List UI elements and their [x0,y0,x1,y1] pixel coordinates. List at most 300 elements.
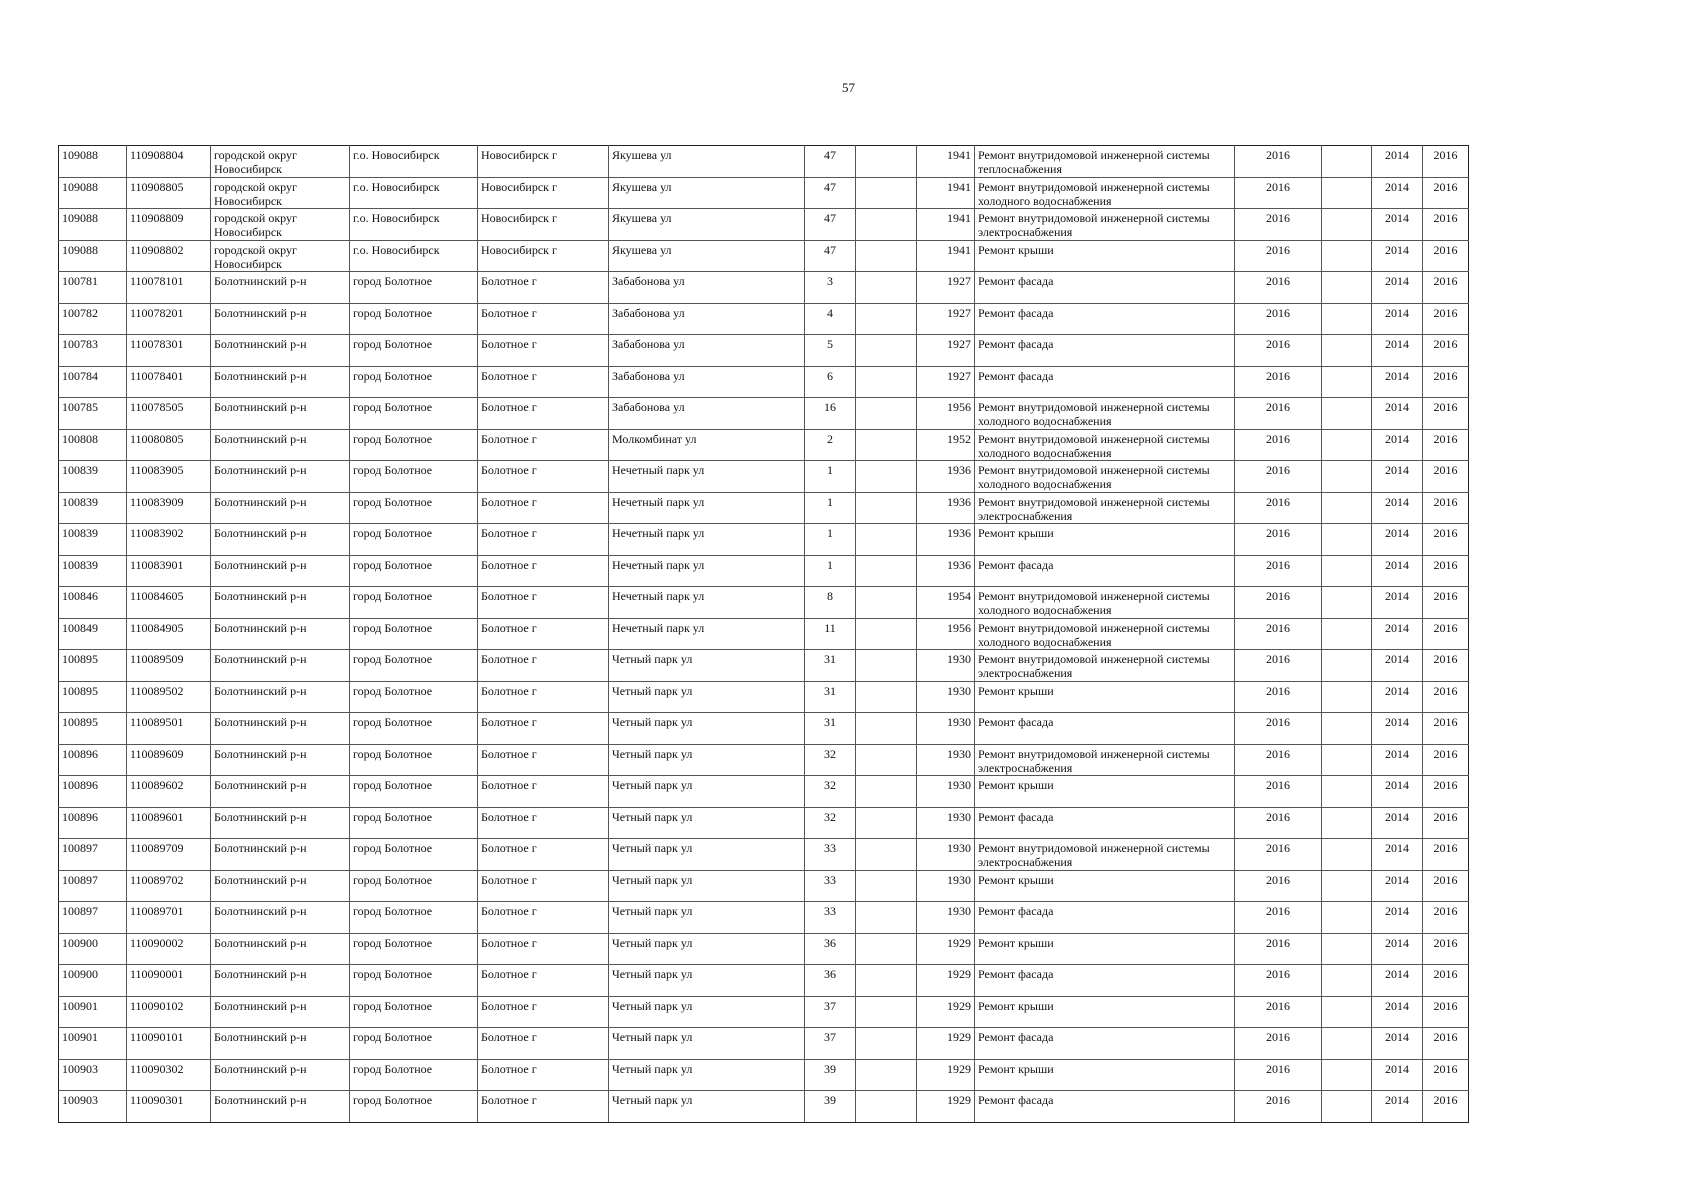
cell-id: 100897 [59,902,127,934]
cell-build-year: 1929 [917,1059,975,1091]
cell-street: Четный парк ул [609,713,805,745]
cell-street: Молкомбинат ул [609,429,805,461]
cell-work-type: Ремонт внутридомовой инженерной системы холодного водоснабжения [975,587,1235,619]
page-number: 57 [842,80,855,95]
cell-district: Болотнинский р-н [211,555,350,587]
cell-plan-year: 2016 [1235,398,1322,430]
cell-work-type: Ремонт фасада [975,807,1235,839]
cell-id: 100839 [59,555,127,587]
cell-locality: Болотное г [478,1028,609,1060]
cell-year-from: 2014 [1372,965,1423,997]
cell-house: 47 [805,209,856,241]
cell-empty [856,272,917,304]
cell-id: 100896 [59,776,127,808]
cell-year-from: 2014 [1372,681,1423,713]
cell-house: 16 [805,398,856,430]
cell-municipality: город Болотное [350,555,478,587]
table-row [59,587,1469,619]
cell-empty [856,209,917,241]
cell-build-year: 1936 [917,524,975,556]
table-row [59,870,1469,902]
cell-year-to: 2016 [1423,146,1469,178]
cell-municipality: г.о. Новосибирск [350,146,478,178]
table-row [59,1028,1469,1060]
cell-locality: Болотное г [478,965,609,997]
cell-street: Нечетный парк ул [609,555,805,587]
cell-code: 110089502 [127,681,211,713]
cell-house: 33 [805,902,856,934]
cell-work-type: Ремонт фасада [975,272,1235,304]
cell-build-year: 1941 [917,146,975,178]
cell-code: 110089601 [127,807,211,839]
cell-house: 37 [805,996,856,1028]
cell-empty [1322,335,1372,367]
cell-district: Болотнинский р-н [211,996,350,1028]
cell-plan-year: 2016 [1235,902,1322,934]
cell-district: Болотнинский р-н [211,1059,350,1091]
cell-year-to: 2016 [1423,902,1469,934]
cell-plan-year: 2016 [1235,429,1322,461]
cell-municipality: город Болотное [350,461,478,493]
table-row [59,681,1469,713]
cell-locality: Болотное г [478,524,609,556]
cell-municipality: город Болотное [350,681,478,713]
cell-empty [856,177,917,209]
cell-empty [1322,272,1372,304]
cell-house: 32 [805,776,856,808]
cell-year-to: 2016 [1423,492,1469,524]
cell-plan-year: 2016 [1235,807,1322,839]
cell-empty [856,398,917,430]
cell-street: Четный парк ул [609,807,805,839]
cell-house: 6 [805,366,856,398]
cell-locality: Болотное г [478,839,609,871]
cell-plan-year: 2016 [1235,1059,1322,1091]
cell-empty [856,713,917,745]
cell-municipality: г.о. Новосибирск [350,240,478,272]
cell-code: 110080805 [127,429,211,461]
cell-code: 110089501 [127,713,211,745]
cell-year-from: 2014 [1372,555,1423,587]
cell-empty [1322,839,1372,871]
cell-code: 110090301 [127,1091,211,1123]
cell-district: Болотнинский р-н [211,839,350,871]
cell-year-to: 2016 [1423,524,1469,556]
cell-street: Нечетный парк ул [609,524,805,556]
cell-year-to: 2016 [1423,1028,1469,1060]
cell-house: 4 [805,303,856,335]
cell-district: Болотнинский р-н [211,713,350,745]
cell-empty [856,902,917,934]
cell-street: Нечетный парк ул [609,618,805,650]
cell-build-year: 1930 [917,902,975,934]
cell-code: 110908805 [127,177,211,209]
cell-empty [1322,177,1372,209]
cell-municipality: город Болотное [350,335,478,367]
cell-street: Якушева ул [609,177,805,209]
cell-house: 1 [805,461,856,493]
table-row [59,1059,1469,1091]
cell-code: 110083909 [127,492,211,524]
cell-plan-year: 2016 [1235,870,1322,902]
cell-id: 100900 [59,933,127,965]
cell-id: 100901 [59,996,127,1028]
cell-year-from: 2014 [1372,209,1423,241]
cell-id: 100849 [59,618,127,650]
table-row [59,965,1469,997]
cell-house: 32 [805,807,856,839]
cell-build-year: 1929 [917,1028,975,1060]
cell-house: 47 [805,177,856,209]
cell-year-to: 2016 [1423,996,1469,1028]
cell-empty [856,429,917,461]
cell-locality: Болотное г [478,429,609,461]
cell-empty [1322,429,1372,461]
cell-empty [1322,146,1372,178]
cell-code: 110078201 [127,303,211,335]
cell-id: 100903 [59,1059,127,1091]
cell-empty [1322,524,1372,556]
cell-year-to: 2016 [1423,240,1469,272]
cell-id: 100784 [59,366,127,398]
cell-locality: Болотное г [478,776,609,808]
cell-locality: Болотное г [478,272,609,304]
cell-build-year: 1927 [917,303,975,335]
cell-municipality: город Болотное [350,996,478,1028]
cell-empty [1322,1028,1372,1060]
cell-house: 33 [805,870,856,902]
cell-work-type: Ремонт крыши [975,681,1235,713]
cell-empty [856,1091,917,1123]
cell-year-to: 2016 [1423,1091,1469,1123]
cell-year-to: 2016 [1423,335,1469,367]
cell-empty [856,1028,917,1060]
cell-district: Болотнинский р-н [211,681,350,713]
cell-year-to: 2016 [1423,429,1469,461]
cell-year-from: 2014 [1372,1091,1423,1123]
cell-code: 110089609 [127,744,211,776]
cell-locality: Болотное г [478,492,609,524]
cell-plan-year: 2016 [1235,839,1322,871]
cell-build-year: 1930 [917,681,975,713]
cell-empty [1322,555,1372,587]
cell-street: Четный парк ул [609,1028,805,1060]
cell-id: 100782 [59,303,127,335]
cell-locality: Болотное г [478,650,609,682]
cell-build-year: 1941 [917,240,975,272]
cell-empty [1322,870,1372,902]
cell-empty [1322,1091,1372,1123]
cell-year-from: 2014 [1372,146,1423,178]
table-row [59,177,1469,209]
table-row [59,335,1469,367]
cell-house: 47 [805,146,856,178]
cell-code: 110083905 [127,461,211,493]
cell-street: Четный парк ул [609,933,805,965]
cell-empty [856,870,917,902]
cell-empty [856,839,917,871]
cell-municipality: город Болотное [350,933,478,965]
cell-empty [856,303,917,335]
cell-empty [1322,681,1372,713]
cell-id: 100781 [59,272,127,304]
cell-work-type: Ремонт фасада [975,303,1235,335]
table-row [59,398,1469,430]
cell-code: 110084905 [127,618,211,650]
cell-empty [1322,303,1372,335]
cell-code: 110090101 [127,1028,211,1060]
cell-locality: Болотное г [478,681,609,713]
cell-year-from: 2014 [1372,366,1423,398]
cell-work-type: Ремонт фасада [975,335,1235,367]
cell-plan-year: 2016 [1235,713,1322,745]
cell-empty [1322,713,1372,745]
cell-locality: Болотное г [478,933,609,965]
cell-plan-year: 2016 [1235,524,1322,556]
table-row [59,429,1469,461]
cell-municipality: город Болотное [350,618,478,650]
cell-build-year: 1930 [917,650,975,682]
cell-municipality: город Болотное [350,303,478,335]
cell-plan-year: 2016 [1235,335,1322,367]
cell-street: Четный парк ул [609,902,805,934]
repair-registry-table [58,145,1469,1123]
cell-empty [856,744,917,776]
cell-year-from: 2014 [1372,524,1423,556]
cell-code: 110089702 [127,870,211,902]
cell-locality: Болотное г [478,1091,609,1123]
cell-house: 39 [805,1091,856,1123]
table-row [59,524,1469,556]
cell-year-from: 2014 [1372,776,1423,808]
cell-plan-year: 2016 [1235,555,1322,587]
cell-district: Болотнинский р-н [211,335,350,367]
cell-code: 110090102 [127,996,211,1028]
cell-locality: Болотное г [478,366,609,398]
cell-empty [1322,744,1372,776]
table-row [59,744,1469,776]
cell-district: Болотнинский р-н [211,366,350,398]
table-row [59,839,1469,871]
cell-plan-year: 2016 [1235,366,1322,398]
cell-house: 32 [805,744,856,776]
cell-street: Четный парк ул [609,965,805,997]
cell-house: 31 [805,713,856,745]
cell-plan-year: 2016 [1235,272,1322,304]
cell-empty [856,240,917,272]
table-row [59,618,1469,650]
cell-street: Нечетный парк ул [609,492,805,524]
cell-code: 110090001 [127,965,211,997]
cell-work-type: Ремонт фасада [975,366,1235,398]
cell-municipality: город Болотное [350,524,478,556]
cell-plan-year: 2016 [1235,461,1322,493]
cell-work-type: Ремонт внутридомовой инженерной системы холодного водоснабжения [975,429,1235,461]
cell-build-year: 1927 [917,335,975,367]
registry-body [59,146,1469,1123]
cell-empty [856,335,917,367]
cell-district: Болотнинский р-н [211,303,350,335]
cell-district: Болотнинский р-н [211,744,350,776]
cell-id: 100896 [59,807,127,839]
cell-build-year: 1930 [917,744,975,776]
cell-empty [856,996,917,1028]
cell-build-year: 1930 [917,870,975,902]
cell-year-to: 2016 [1423,177,1469,209]
cell-year-to: 2016 [1423,555,1469,587]
cell-district: Болотнинский р-н [211,429,350,461]
cell-build-year: 1929 [917,965,975,997]
cell-id: 100839 [59,492,127,524]
cell-municipality: город Болотное [350,650,478,682]
cell-id: 100897 [59,839,127,871]
cell-build-year: 1930 [917,713,975,745]
cell-municipality: город Болотное [350,492,478,524]
cell-district: Болотнинский р-н [211,524,350,556]
cell-empty [856,650,917,682]
cell-district: Болотнинский р-н [211,492,350,524]
cell-empty [856,461,917,493]
cell-empty [1322,933,1372,965]
cell-locality: Болотное г [478,996,609,1028]
cell-year-from: 2014 [1372,587,1423,619]
table-row [59,933,1469,965]
cell-municipality: город Болотное [350,902,478,934]
cell-work-type: Ремонт крыши [975,776,1235,808]
cell-house: 5 [805,335,856,367]
cell-house: 1 [805,524,856,556]
table-row [59,366,1469,398]
cell-street: Забабонова ул [609,398,805,430]
cell-id: 100808 [59,429,127,461]
cell-district: Болотнинский р-н [211,776,350,808]
cell-empty [1322,209,1372,241]
cell-street: Якушева ул [609,146,805,178]
cell-locality: Болотное г [478,713,609,745]
cell-work-type: Ремонт внутридомовой инженерной системы холодного водоснабжения [975,461,1235,493]
cell-district: Болотнинский р-н [211,1028,350,1060]
cell-municipality: город Болотное [350,398,478,430]
table-row [59,1091,1469,1123]
cell-work-type: Ремонт внутридомовой инженерной системы электроснабжения [975,209,1235,241]
cell-code: 110084605 [127,587,211,619]
cell-locality: Болотное г [478,870,609,902]
cell-work-type: Ремонт внутридомовой инженерной системы электроснабжения [975,744,1235,776]
cell-locality: Болотное г [478,461,609,493]
cell-house: 33 [805,839,856,871]
cell-id: 100901 [59,1028,127,1060]
cell-locality: Болотное г [478,335,609,367]
cell-street: Забабонова ул [609,272,805,304]
table-row [59,209,1469,241]
cell-year-from: 2014 [1372,650,1423,682]
cell-locality: Болотное г [478,744,609,776]
cell-work-type: Ремонт внутридомовой инженерной системы теплоснабжения [975,146,1235,178]
cell-empty [1322,398,1372,430]
cell-build-year: 1941 [917,177,975,209]
cell-year-from: 2014 [1372,1059,1423,1091]
cell-district: Болотнинский р-н [211,902,350,934]
cell-locality: Болотное г [478,398,609,430]
cell-plan-year: 2016 [1235,177,1322,209]
cell-plan-year: 2016 [1235,587,1322,619]
cell-build-year: 1927 [917,272,975,304]
cell-house: 8 [805,587,856,619]
cell-house: 11 [805,618,856,650]
cell-empty [856,146,917,178]
cell-municipality: город Болотное [350,776,478,808]
cell-year-from: 2014 [1372,870,1423,902]
cell-work-type: Ремонт внутридомовой инженерной системы электроснабжения [975,650,1235,682]
cell-empty [1322,996,1372,1028]
cell-empty [1322,965,1372,997]
cell-house: 37 [805,1028,856,1060]
cell-plan-year: 2016 [1235,996,1322,1028]
cell-house: 31 [805,650,856,682]
cell-plan-year: 2016 [1235,650,1322,682]
cell-build-year: 1936 [917,461,975,493]
cell-district: Болотнинский р-н [211,398,350,430]
cell-year-from: 2014 [1372,933,1423,965]
cell-district: городской округ Новосибирск [211,177,350,209]
cell-municipality: город Болотное [350,272,478,304]
cell-plan-year: 2016 [1235,965,1322,997]
table-row [59,555,1469,587]
cell-code: 110089509 [127,650,211,682]
cell-district: Болотнинский р-н [211,650,350,682]
cell-code: 110089709 [127,839,211,871]
cell-empty [856,807,917,839]
cell-work-type: Ремонт внутридомовой инженерной системы электроснабжения [975,839,1235,871]
cell-municipality: город Болотное [350,807,478,839]
cell-year-to: 2016 [1423,744,1469,776]
cell-empty [1322,240,1372,272]
cell-year-from: 2014 [1372,272,1423,304]
table-row [59,272,1469,304]
cell-code: 110090302 [127,1059,211,1091]
cell-municipality: город Болотное [350,429,478,461]
cell-work-type: Ремонт внутридомовой инженерной системы холодного водоснабжения [975,177,1235,209]
cell-locality: Болотное г [478,807,609,839]
cell-year-from: 2014 [1372,303,1423,335]
cell-house: 39 [805,1059,856,1091]
cell-year-from: 2014 [1372,618,1423,650]
cell-year-from: 2014 [1372,744,1423,776]
cell-code: 110089602 [127,776,211,808]
cell-street: Якушева ул [609,209,805,241]
cell-locality: Болотное г [478,587,609,619]
cell-municipality: город Болотное [350,870,478,902]
table-row [59,996,1469,1028]
cell-code: 110078505 [127,398,211,430]
cell-locality: Болотное г [478,618,609,650]
cell-year-from: 2014 [1372,902,1423,934]
cell-code: 110078401 [127,366,211,398]
cell-locality: Болотное г [478,902,609,934]
cell-plan-year: 2016 [1235,146,1322,178]
table-row [59,461,1469,493]
cell-year-to: 2016 [1423,209,1469,241]
cell-work-type: Ремонт крыши [975,240,1235,272]
cell-build-year: 1929 [917,933,975,965]
cell-district: Болотнинский р-н [211,807,350,839]
cell-street: Четный парк ул [609,1091,805,1123]
cell-empty [1322,461,1372,493]
cell-work-type: Ремонт внутридомовой инженерной системы холодного водоснабжения [975,398,1235,430]
cell-work-type: Ремонт фасада [975,1091,1235,1123]
cell-municipality: город Болотное [350,587,478,619]
cell-year-to: 2016 [1423,366,1469,398]
